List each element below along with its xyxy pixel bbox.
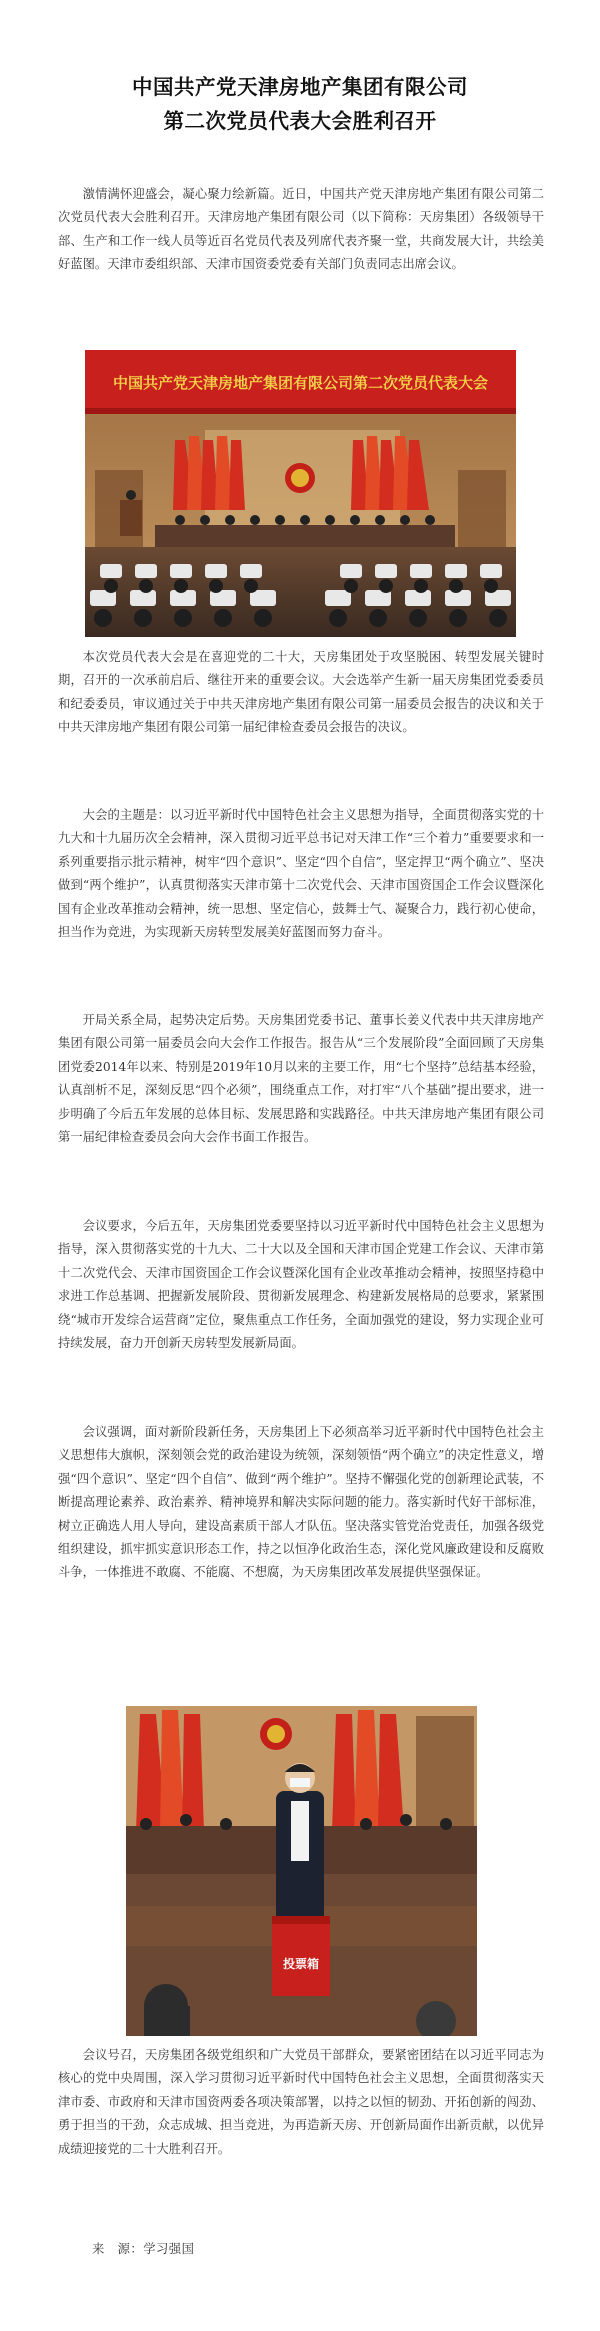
paragraph-report: 开局关系全局，起势决定后势。天房集团党委书记、董事长姜义代表中共天津房地产集团有限公司第一届委员会向大会作工作报告。报告从“三个发展阶段”全面回顾了天房集团党委2014年以来、特别是2019年10月以来的主要工作，用“七个坚持”总结基本经验，认真剖析不足，深刻反思“四个必须”，围绕重点工作，对打牢“八个基础”提出要求，进一步明确了今后五年发展的总体目标、发展思路和实践路径。中共天津房地产集团有限公司第一届纪律检查委员会向大会作书面工作报告。 xyxy=(58,1013,544,1145)
congress-hall-photo xyxy=(85,350,516,637)
voting-photo xyxy=(126,1706,477,2036)
title-line-2: 第二次党员代表大会胜利召开 xyxy=(163,109,437,133)
source-value: 学习强国 xyxy=(143,2242,195,2256)
article-title xyxy=(0,70,600,138)
paragraph-theme: 大会的主题是：以习近平新时代中国特色社会主义思想为指导，全面贯彻落实党的十九大和十九届历次全会精神，深入贯彻习近平总书记对天津工作“三个着力”重要要求和一系列重要指示批示精神，树牢“四个意识”、坚定“四个自信”，坚定捍卫“两个确立”、坚决做到“两个维护”，认真贯彻落实天津市第十二次党代会、天津市国资国企工作会议暨深化国有企业改革推动会精神，统一思想、坚定信心，鼓舞士气、凝聚合力，践行初心使命，担当作为竞进，为实现新天房转型发展美好蓝图而努力奋斗。 xyxy=(58,808,544,940)
source-label: 来 源： xyxy=(92,2242,144,2256)
paragraph-emphasis: 会议强调，面对新阶段新任务，天房集团上下必须高举习近平新时代中国特色社会主义思想伟大旗帜，深刻领会党的政治建设为统领，深刻领悟“两个确立”的决定性意义，增强“四个意识”、坚定“四个自信”、做到“两个维护”。坚持不懈强化党的创新理论武装，不断提高理论素养、政治素养、精神境界和解决实际问题的能力。落实新时代好干部标准，树立正确选人用人导向，建设高素质干部人才队伍。坚决落实管党治党责任，加强各级党组织建设，抓牢抓实意识形态工作，持之以恒净化政治生态，深化党风廉政建设和反腐败斗争，一体推进不敢腐、不能腐、不想腐，为天房集团改革发展提供坚强保证。 xyxy=(58,1425,544,1580)
paragraph-call: 会议号召，天房集团各级党组织和广大党员干部群众，要紧密团结在以习近平同志为核心的党中央周围，深入学习贯彻习近平新时代中国特色社会主义思想，全面贯彻落实天津市委、市政府和天津市国资两委各项决策部署，以持之以恒的韧劲、开拓创新的闯劲、勇于担当的干劲，众志成城、担当竞进，为再造新天房、开创新局面作出新贡献，以优异成绩迎接党的二十大胜利召开。 xyxy=(58,2048,544,2156)
article-source xyxy=(92,2239,194,2257)
title-line-1: 中国共产党天津房地产集团有限公司 xyxy=(132,75,468,99)
paragraph-intro: 激情满怀迎盛会，凝心聚力绘新篇。近日，中国共产党天津房地产集团有限公司第二次党员代表大会胜利召开。天津房地产集团有限公司（以下简称：天房集团）各级领导干部、生产和工作一线人员等近百名党员代表及列席代表齐聚一堂，共商发展大计，共绘美好蓝图。天津市委组织部、天津市国资委党委有关部门负责同志出席会议。 xyxy=(58,187,544,272)
banner-text: 中国共产党天津房地产集团有限公司第二次党员代表大会 xyxy=(112,374,489,392)
ballot-box-label: 投票箱 xyxy=(282,1957,320,1971)
paragraph-significance: 本次党员代表大会是在喜迎党的二十大，天房集团处于攻坚脱困、转型发展关键时期，召开的一次承前启后、继往开来的重要会议。大会选举产生新一届天房集团党委委员和纪委委员，审议通过关于中共天津房地产集团有限公司第一届委员会报告的决议和关于中共天津房地产集团有限公司第一届纪律检查委员会报告的决议。 xyxy=(58,650,544,735)
paragraph-requirements: 会议要求，今后五年，天房集团党委要坚持以习近平新时代中国特色社会主义思想为指导，深入贯彻落实党的十九大、二十大以及全国和天津市国企党建工作会议、天津市第十二次党代会、天津市国资国企工作会议暨深化国有企业改革推动会精神，按照坚持稳中求进工作总基调、把握新发展阶段、贯彻新发展理念、构建新发展格局的总要求，紧紧围绕“城市开发综合运营商”定位，聚焦重点工作任务，全面加强党的建设，努力实现企业可持续发展，奋力开创新天房转型发展新局面。 xyxy=(58,1219,544,1351)
